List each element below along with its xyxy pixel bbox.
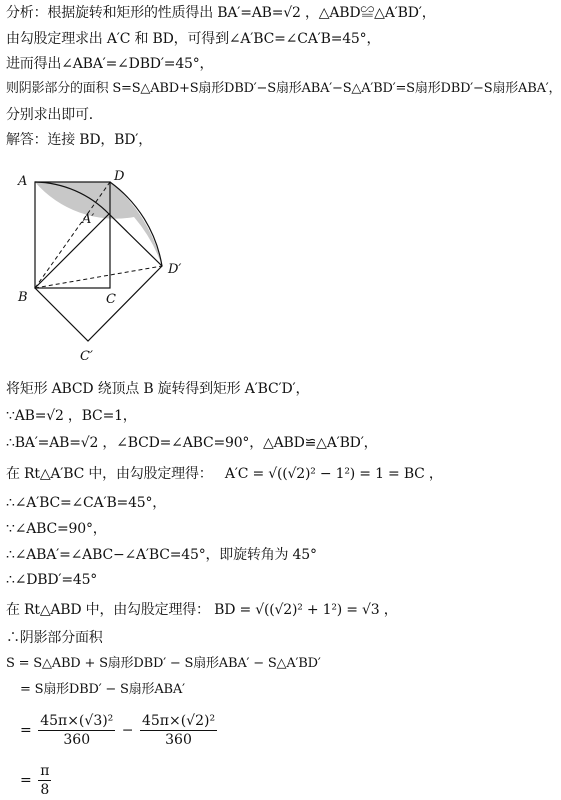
label-d1: D′ [168, 262, 182, 277]
solution-line-9 [6, 601, 398, 619]
fraction-2 [140, 712, 217, 749]
solution-line-9-text: 在 Rt△ABD 中，由勾股定理得： [6, 602, 210, 618]
final-fraction [38, 762, 51, 799]
label-a: A [18, 174, 28, 189]
label-c: C [106, 292, 116, 307]
solution-line-4 [6, 465, 443, 483]
label-b: B [18, 290, 28, 305]
final-answer: = $\frac{\pi}{8}$ [20, 763, 50, 798]
analysis-line-2: 由勾股定理求出 A′C 和 BD，可得到∠A′BC=∠CA′B=45°， [6, 31, 381, 47]
solution-line-2: ∵AB=√2 ，BC=1， [6, 408, 137, 424]
analysis-line-5: 分别求出即可． [6, 107, 103, 123]
analysis-line-1: 分析：根据旋转和矩形的性质得出 BA′=AB=√2 ，△ABD≌△A′BD′， [6, 5, 436, 21]
solution-line-9-formula: BD = √((√2)² + 1²) = √3 ， [214, 602, 398, 618]
analysis-line-3: 进而得出∠ABA′=∠DBD′=45°， [6, 56, 214, 72]
solution-line-11: S = S△ABD + S扇形DBD′ − S扇形ABA′ − S△A′BD′ [6, 656, 321, 671]
analysis-line-6: 解答：连接 BD，BD′， [6, 132, 153, 148]
final-numerator: π [40, 763, 50, 779]
geometry-figure [10, 165, 230, 375]
solution-line-1: 将矩形 ABCD 绕顶点 B 旋转得到矩形 A′BC′D′， [6, 381, 310, 397]
fraction-1-denominator: 360 [63, 732, 91, 748]
fraction-expression: = $\frac{\text{45π×(√3)²}}{360}$ − $\frac{\text{45π×(√2)²}}{360}$ [20, 713, 216, 748]
solution-line-12: = S扇形DBD′ − S扇形ABA′ [20, 682, 185, 697]
solution-line-3: ∴BA′=AB=√2 ，∠BCD=∠ABC=90°，△ABD≌△A′BD′， [6, 435, 378, 451]
solution-line-8: ∴∠DBD′=45° [6, 572, 98, 588]
solution-line-4-text: 在 Rt△A′BC 中，由勾股定理得： [6, 466, 213, 482]
solution-line-6: ∵∠ABC=90°， [6, 521, 107, 537]
solution-line-4-formula: A′C = √((√2)² − 1²) = 1 = BC ， [224, 466, 443, 482]
solution-line-5: ∴∠A′BC=∠CA′B=45°， [6, 495, 167, 511]
label-d: D [114, 169, 125, 184]
solution-line-10: ∴阴影部分面积 [6, 630, 103, 646]
fraction-1-numerator: 45π×(√3)² [40, 713, 114, 729]
fraction-2-denominator: 360 [165, 732, 192, 748]
label-c1: C′ [80, 349, 93, 364]
label-a1: A′ [82, 212, 95, 227]
final-denominator: 8 [40, 782, 50, 798]
solution-line-7: ∴∠ABA′=∠ABC−∠A′BC=45°，即旋转角为 45° [6, 547, 317, 563]
fraction-2-numerator: 45π×(√2)² [141, 713, 216, 729]
analysis-line-4: 则阴影部分的面积 S=S△ABD+S扇形DBD′−S扇形ABA′−S△A′BD′=S扇形DBD′−S扇形ABA′， [6, 81, 561, 96]
fraction-1 [38, 712, 115, 749]
